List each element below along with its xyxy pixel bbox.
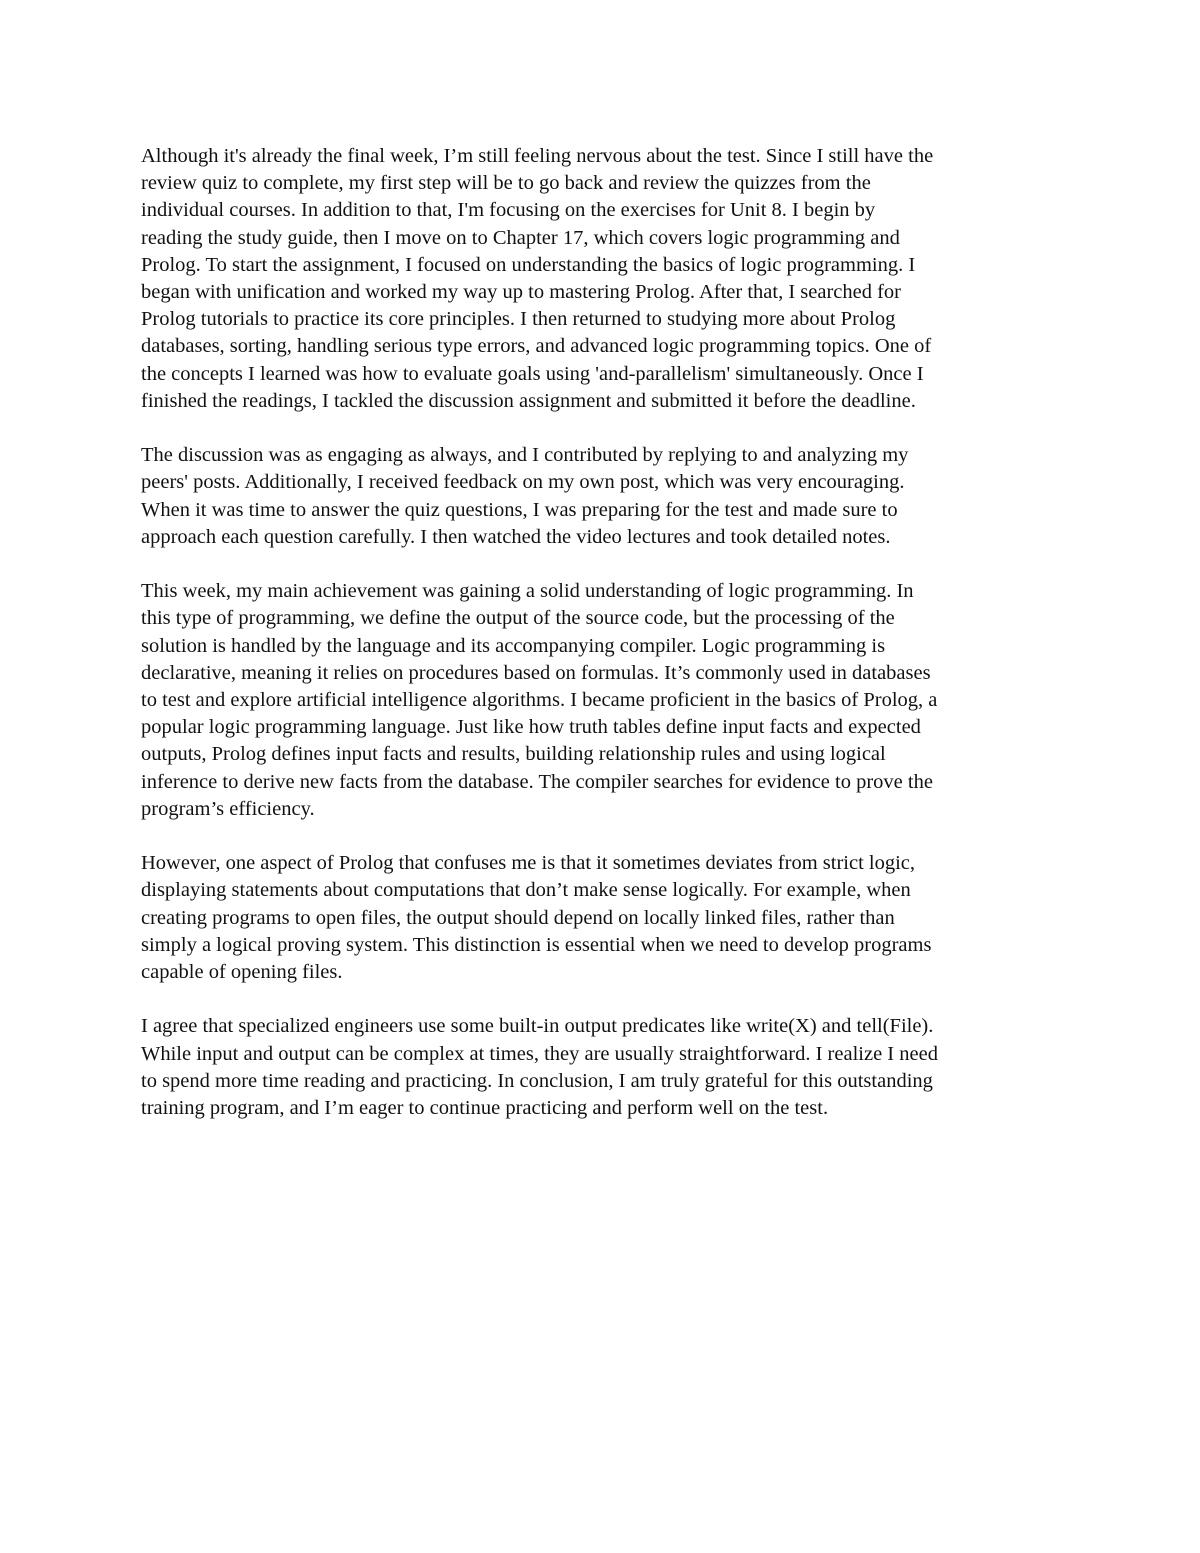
paragraph-2: The discussion was as engaging as always, and I contributed by replying to and analyzing my peers' posts. Additionally, I received feedback on my own post, which was very encouraging. When it was time to answer the quiz questions, I was preparing for the test and made sure to approach each question carefully. I then watched the video lectures and took detailed notes. <box>141 444 909 548</box>
paragraph-3: This week, my main achievement was gaining a solid understanding of logic programming. In this type of programming, we define the output of the source code, but the processing of the solution is handled by the language and its accompanying compiler. Logic programming is declarative, meaning it relies on procedures based on formulas. It’s commonly used in databases to test and explore artificial intelligence algorithms. I became proficient in the basics of Prolog, a popular logic programming language. Just like how truth tables define input facts and expected outputs, Prolog defines input facts and results, building relationship rules and using logical inference to derive new facts from the database. The compiler searches for evidence to prove the program’s efficiency. <box>141 580 938 820</box>
paragraph-4: However, one aspect of Prolog that confuses me is that it sometimes deviates from strict logic, displaying statements about computations that don’t make sense logically. For example, when creating programs to open files, the output should depend on locally linked files, rather than simply a logical proving system. This distinction is essential when we need to develop programs capable of opening files. <box>141 852 932 984</box>
paragraph-1: Although it's already the final week, I’m still feeling nervous about the test. Since I still have the review quiz to complete, my first step will be to go back and review the quizzes from the individual courses. In addition to that, I'm focusing on the exercises for Unit 8. I begin by reading the study guide, then I move on to Chapter 17, which covers logic programming and Prolog. To start the assignment, I focused on understanding the basics of logic programming. I began with unification and worked my way up to mastering Prolog. After that, I searched for Prolog tutorials to practice its core principles. I then returned to studying more about Prolog databases, sorting, handling serious type errors, and advanced logic programming topics. One of the concepts I learned was how to evaluate goals using 'and-parallelism' simultaneously. Once I finished the readings, I tackled the discussion assignment and submitted it before the deadline. <box>141 145 934 412</box>
document-body <box>141 143 1059 1122</box>
paragraph-5: I agree that specialized engineers use some built-in output predicates like write(X) and tell(File). While input and output can be complex at times, they are usually straightforward. I realize I need to spend more time reading and practicing. In conclusion, I am truly grateful for this outstanding training program, and I’m eager to continue practicing and perform well on the test. <box>141 1015 938 1120</box>
